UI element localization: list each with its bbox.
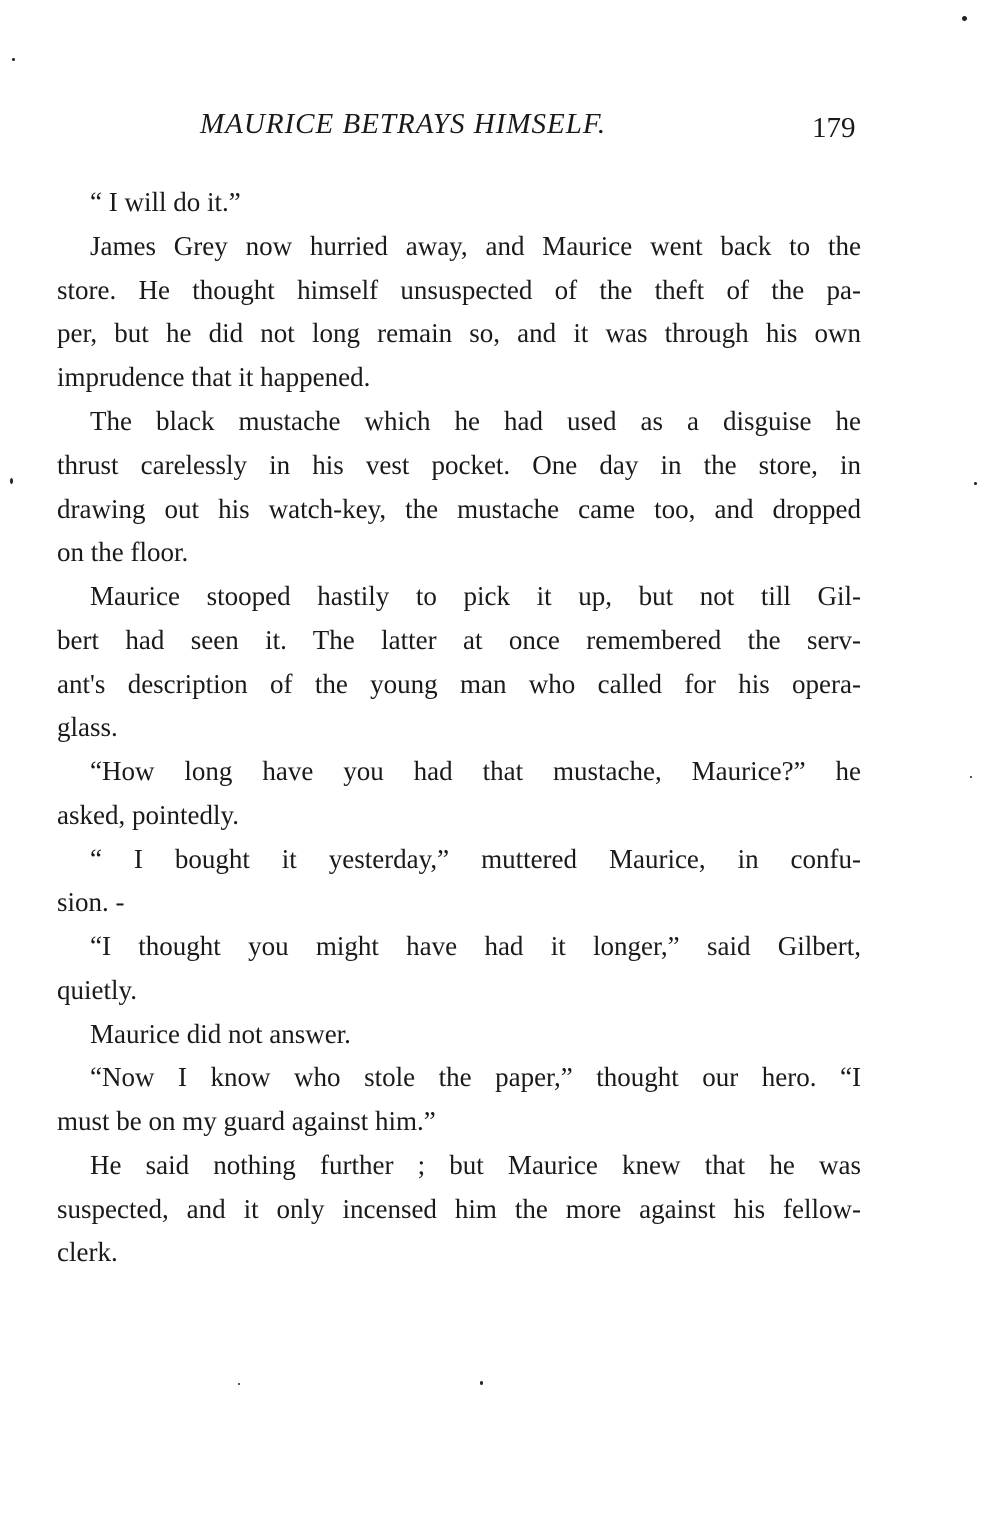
text-line: imprudence that it happened. [57, 362, 371, 392]
text-line: suspected, and it only incensed him the more against his fellow- [57, 1194, 861, 1224]
scan-speck [10, 478, 13, 484]
text-line: bert had seen it. The latter at once remembered the serv- [57, 625, 861, 655]
text-line: Maurice stooped hastily to pick it up, but not till Gil- [90, 581, 861, 611]
scan-speck [974, 482, 977, 485]
text-line: clerk. [57, 1237, 118, 1267]
text-line: drawing out his watch-key, the mustache came too, and dropped [57, 494, 861, 524]
scan-speck [962, 16, 967, 21]
text-line: “Now I know who stole the paper,” thought our hero. “I [90, 1062, 861, 1092]
running-title: MAURICE BETRAYS HIMSELF. [200, 108, 607, 140]
text-line: ant's description of the young man who called for his opera- [57, 669, 861, 699]
text-line: must be on my guard against him.” [57, 1106, 436, 1136]
text-line: Maurice did not answer. [90, 1019, 351, 1049]
text-line: He said nothing further ; but Maurice knew that he was [90, 1150, 861, 1180]
text-line: “How long have you had that mustache, Maurice?” he [90, 756, 861, 786]
text-line: asked, pointedly. [57, 800, 239, 830]
text-line: “ I will do it.” [90, 187, 241, 217]
text-line: store. He thought himself unsuspected of the theft of the pa- [57, 275, 861, 305]
text-line: The black mustache which he had used as a disguise he [90, 406, 861, 436]
scan-speck [238, 1383, 240, 1385]
page-number: 179 [812, 112, 856, 144]
scan-speck [480, 1381, 483, 1385]
text-line: “ I bought it yesterday,” muttered Maurice, in confu- [90, 844, 861, 874]
scan-speck [12, 58, 15, 61]
text-line: quietly. [57, 975, 137, 1005]
text-line: glass. [57, 712, 118, 742]
text-line: “I thought you might have had it longer,” said Gilbert, [90, 931, 861, 961]
text-line: on the floor. [57, 537, 189, 567]
text-line: James Grey now hurried away, and Maurice went back to the [90, 231, 861, 261]
scan-speck [970, 776, 972, 778]
text-line: per, but he did not long remain so, and it was through his own [57, 318, 861, 348]
text-line: thrust carelessly in his vest pocket. One day in the store, in [57, 450, 861, 480]
text-line: sion. - [57, 887, 125, 917]
